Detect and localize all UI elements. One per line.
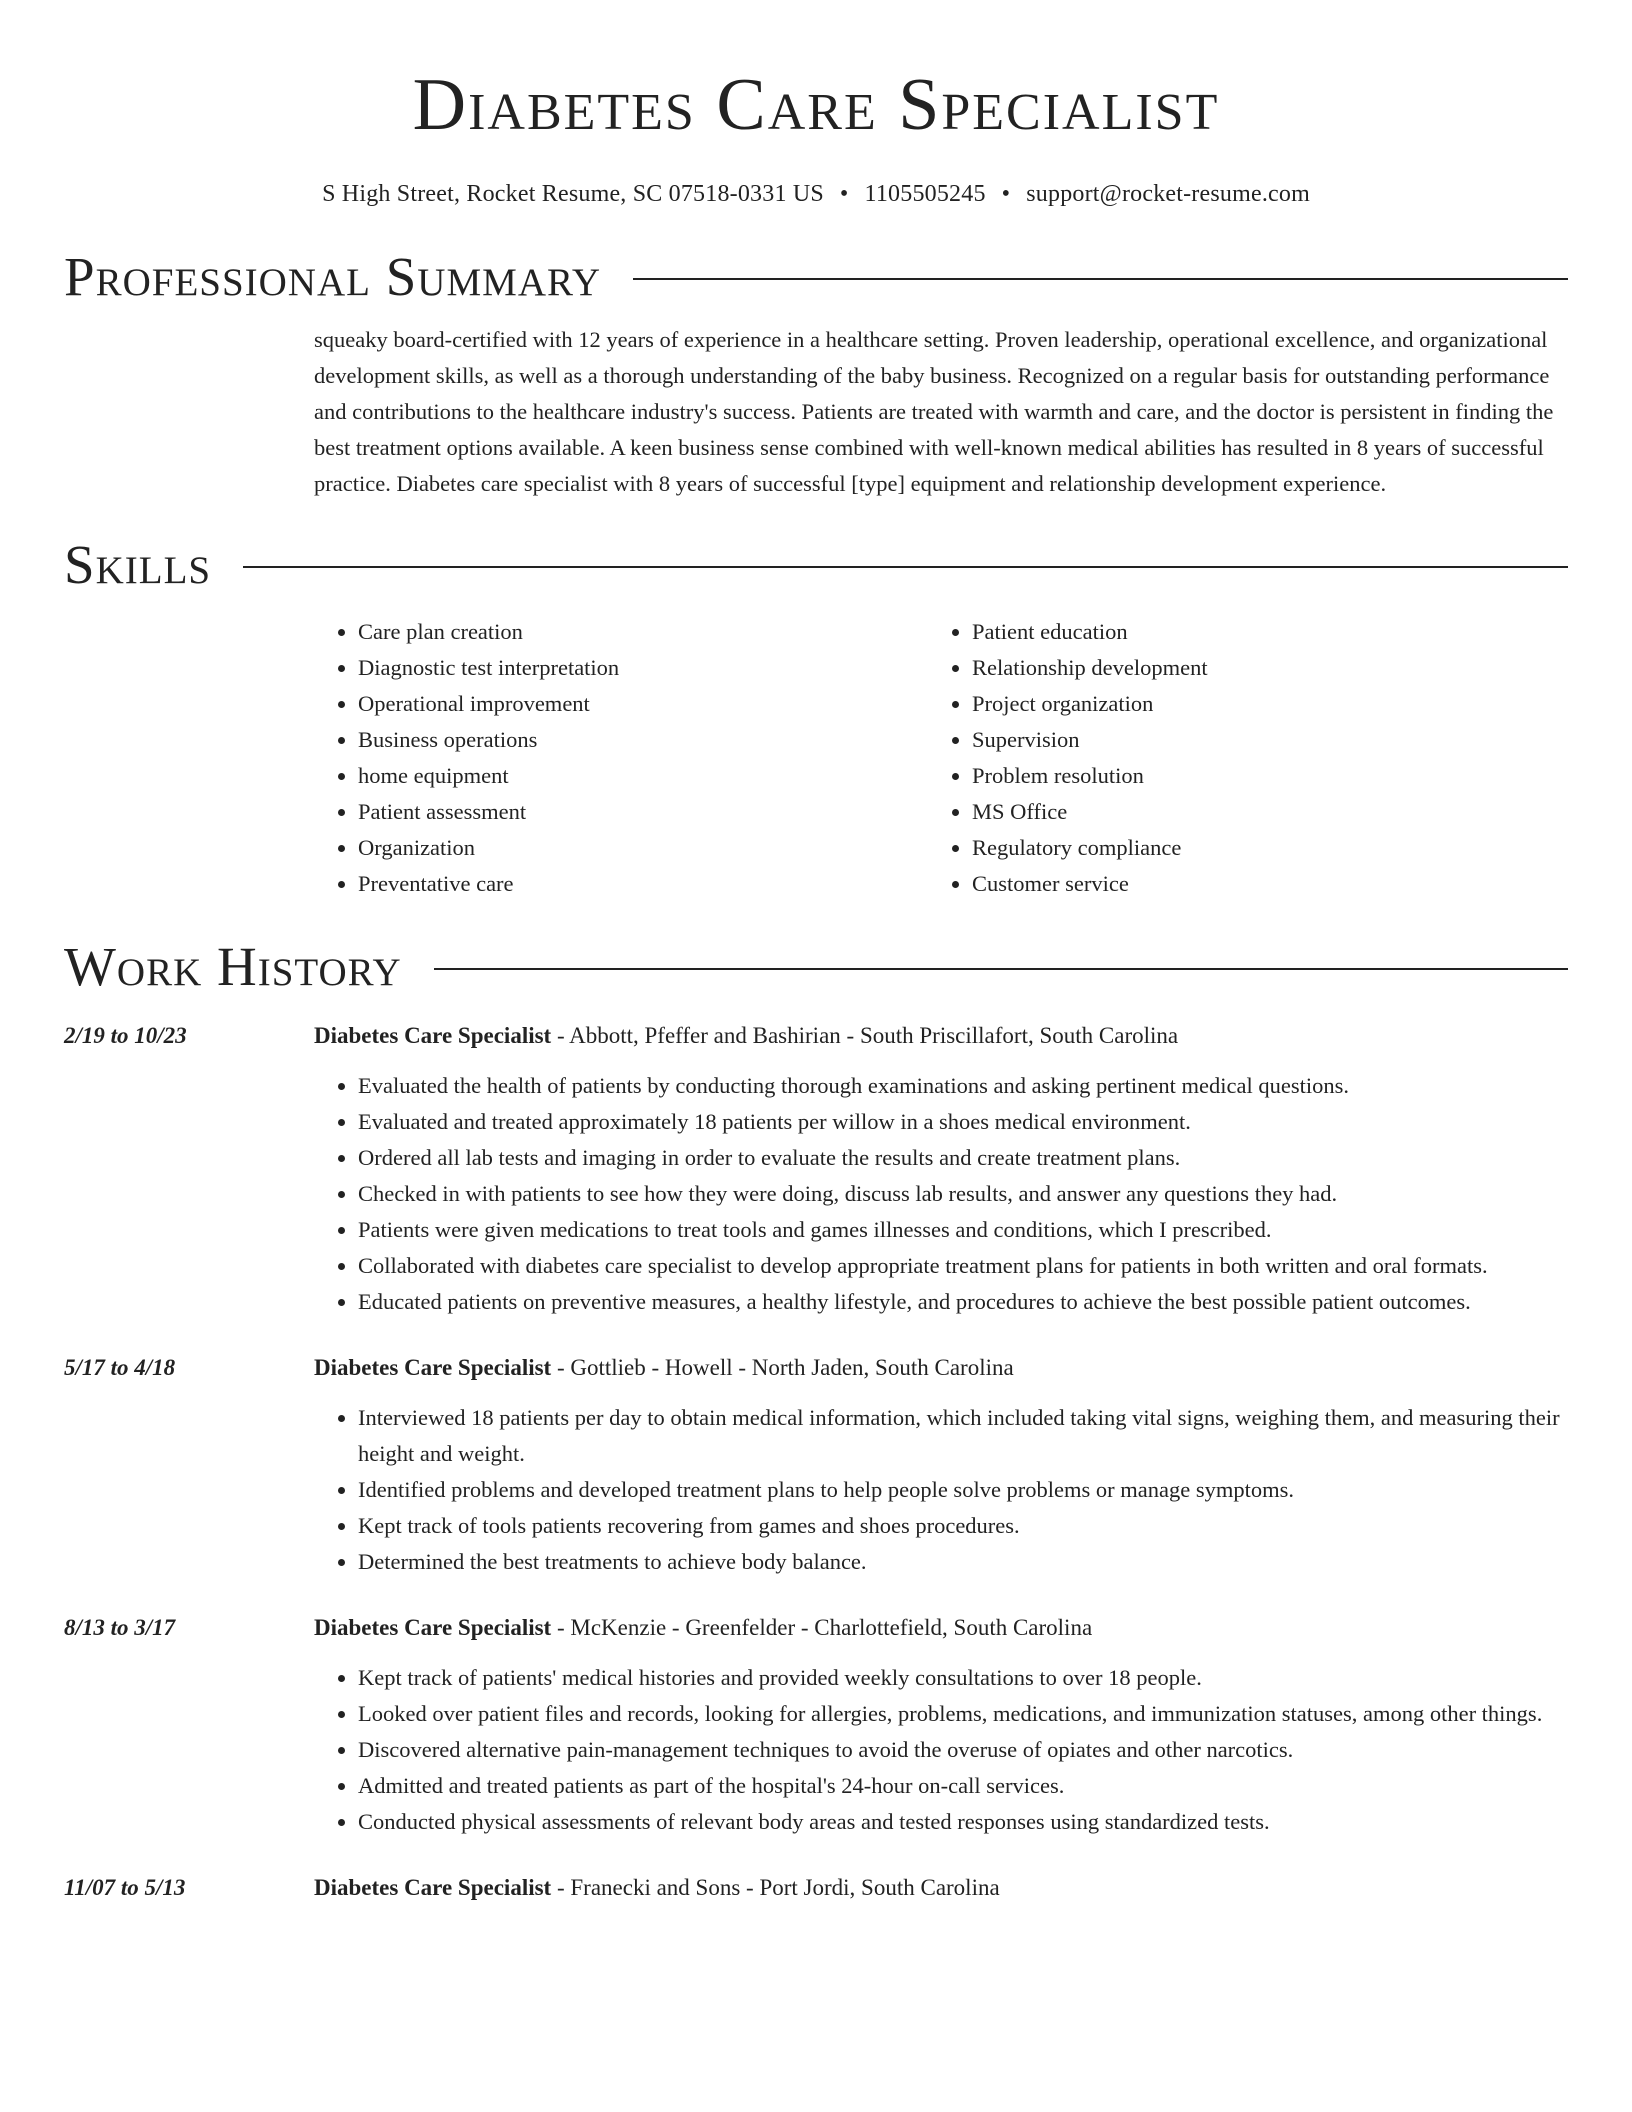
job-bullets <box>314 1660 1568 1840</box>
job-body <box>314 1610 1568 1840</box>
job-entry <box>64 1610 1568 1840</box>
job-bullet: • Interviewed 18 patients per day to obtain medical information, which included taking vital signs, weighing them, and measuring their height and weight. <box>358 1400 1568 1472</box>
job-employer: - Gottlieb - Howell - North Jaden, South Carolina <box>551 1355 1014 1380</box>
job-employer: - Abbott, Pfeffer and Bashirian - South Priscillafort, South Carolina <box>551 1023 1179 1048</box>
section-title-skills: Skills <box>64 534 212 595</box>
skill-item: • home equipment <box>358 758 928 794</box>
job-body <box>314 1870 1568 1906</box>
skill-item: • Diagnostic test interpretation <box>358 650 928 686</box>
skill-item: • Supervision <box>972 722 1542 758</box>
job-title-line <box>314 1350 1568 1386</box>
section-divider <box>633 278 1568 280</box>
job-bullet: • Collaborated with diabetes care specialist to develop appropriate treatment plans for patients in both written and oral formats. <box>358 1248 1568 1284</box>
job-bullet: • Identified problems and developed treatment plans to help people solve problems or manage symptoms. <box>358 1472 1568 1508</box>
job-title-line <box>314 1610 1568 1646</box>
job-bullet: • Ordered all lab tests and imaging in order to evaluate the results and create treatment plans. <box>358 1140 1568 1176</box>
job-employer: - Franecki and Sons - Port Jordi, South Carolina <box>551 1875 1000 1900</box>
skill-item: • Problem resolution <box>972 758 1542 794</box>
job-title: Diabetes Care Specialist <box>314 1355 552 1380</box>
section-title-summary: Professional Summary <box>64 246 602 307</box>
job-bullet: • Kept track of tools patients recovering from games and shoes procedures. <box>358 1508 1568 1544</box>
section-header-skills <box>64 530 1568 600</box>
skills-column-right <box>928 614 1542 902</box>
skill-item: • Patient assessment <box>358 794 928 830</box>
job-bullets <box>314 1400 1568 1580</box>
skills-list <box>314 614 1568 902</box>
skill-item: • Operational improvement <box>358 686 928 722</box>
job-body <box>314 1350 1568 1580</box>
job-title: Diabetes Care Specialist <box>314 1875 552 1900</box>
section-divider <box>434 968 1568 970</box>
skill-item: • Customer service <box>972 866 1542 902</box>
resume-name: Diabetes Care Specialist <box>412 64 1220 146</box>
job-dates: 2/19 to 10/23 <box>64 1023 187 1048</box>
job-bullet: • Evaluated and treated approximately 18 patients per willow in a shoes medical environment. <box>358 1104 1568 1140</box>
job-entry <box>64 1350 1568 1580</box>
job-bullet: • Discovered alternative pain-management techniques to avoid the overuse of opiates and other narcotics. <box>358 1732 1568 1768</box>
job-title: Diabetes Care Specialist <box>314 1615 552 1640</box>
job-entry <box>64 1018 1568 1320</box>
skill-item: • Business operations <box>358 722 928 758</box>
job-bullet: • Kept track of patients' medical histories and provided weekly consultations to over 18 people. <box>358 1660 1568 1696</box>
job-bullets <box>314 1068 1568 1320</box>
job-dates: 5/17 to 4/18 <box>64 1355 176 1380</box>
skill-item: • Care plan creation <box>358 614 928 650</box>
skill-item: • Patient education <box>972 614 1542 650</box>
section-header-summary <box>64 242 1568 312</box>
job-bullet: • Conducted physical assessments of relevant body areas and tested responses using standardized tests. <box>358 1804 1568 1840</box>
job-title-line <box>314 1018 1568 1054</box>
job-dates: 11/07 to 5/13 <box>64 1875 186 1900</box>
contact-address: S High Street, Rocket Resume, SC 07518-0331 US <box>322 181 824 207</box>
skill-item: • Regulatory compliance <box>972 830 1542 866</box>
job-bullet: • Educated patients on preventive measures, a healthy lifestyle, and procedures to achieve the best possible patient outcomes. <box>358 1284 1568 1320</box>
contact-email: support@rocket-resume.com <box>1026 181 1310 207</box>
skill-item: • Project organization <box>972 686 1542 722</box>
contact-separator: • <box>1001 181 1011 207</box>
job-body <box>314 1018 1568 1320</box>
skill-item: • Organization <box>358 830 928 866</box>
resume-page <box>64 0 1568 1906</box>
job-bullet: • Patients were given medications to treat tools and games illnesses and conditions, which I prescribed. <box>358 1212 1568 1248</box>
skills-column-left <box>314 614 928 902</box>
job-title-line <box>314 1870 1568 1906</box>
summary-text: squeaky board-certified with 12 years of experience in a healthcare setting. Proven leadership, operational excellence, and organizational development skills, as well as a thorough understanding of the baby business. Recognized on a regular basis for outstanding performance and contributions to the healthcare industry's success. Patients are treated with warmth and care, and the doctor is persistent in finding the best treatment options available. A keen business sense combined with well-known medical abilities has resulted in 8 years of successful practice. Diabetes care specialist with 8 years of successful [type] equipment and relationship development experience. <box>314 327 1554 496</box>
section-divider <box>243 566 1568 568</box>
job-entry <box>64 1870 1568 1906</box>
section-header-work <box>64 932 1568 1002</box>
job-bullet: • Checked in with patients to see how they were doing, discuss lab results, and answer any questions they had. <box>358 1176 1568 1212</box>
skill-item: • Relationship development <box>972 650 1542 686</box>
job-bullet: • Determined the best treatments to achieve body balance. <box>358 1544 1568 1580</box>
contact-line <box>64 178 1568 210</box>
job-bullet: • Admitted and treated patients as part of the hospital's 24-hour on-call services. <box>358 1768 1568 1804</box>
section-title-work: Work History <box>64 936 402 997</box>
skill-item: • Preventative care <box>358 866 928 902</box>
skill-item: • MS Office <box>972 794 1542 830</box>
job-bullet: • Looked over patient files and records, looking for allergies, problems, medications, and immunization statuses, among other things. <box>358 1696 1568 1732</box>
job-dates: 8/13 to 3/17 <box>64 1615 176 1640</box>
job-employer: - McKenzie - Greenfelder - Charlottefield, South Carolina <box>551 1615 1093 1640</box>
contact-phone: 1105505245 <box>864 181 986 207</box>
contact-separator: • <box>839 181 849 207</box>
job-bullet: • Evaluated the health of patients by conducting thorough examinations and asking pertinent medical questions. <box>358 1068 1568 1104</box>
job-title: Diabetes Care Specialist <box>314 1023 552 1048</box>
